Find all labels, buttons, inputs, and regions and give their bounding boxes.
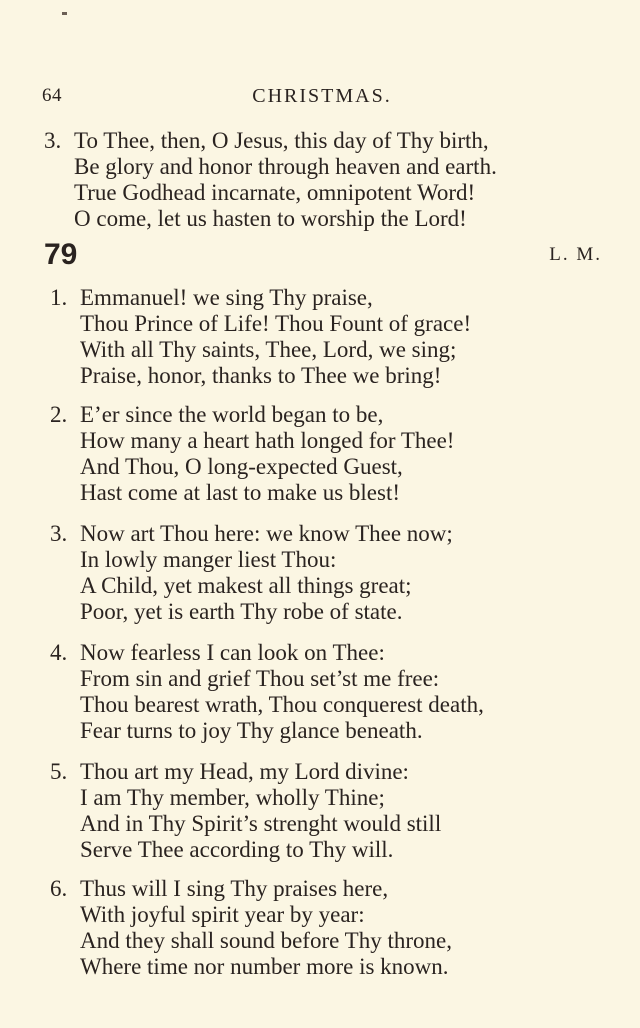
- hymn-meter: L. M.: [549, 244, 602, 265]
- stanza-number: 5.: [50, 759, 68, 784]
- hymn-number: 79: [44, 238, 78, 271]
- stanza-line: Poor, yet is earth Thy robe of state.: [80, 599, 403, 624]
- stanza-line: Thou Prince of Life! Thou Fount of grace!: [80, 311, 472, 336]
- stanza-line: How many a heart hath longed for Thee!: [80, 428, 455, 453]
- stanza-line: And in Thy Spirit’s strenght would still: [80, 811, 442, 836]
- stanza-number: 3.: [50, 521, 68, 546]
- stanza-line: I am Thy member, wholly Thine;: [80, 785, 385, 810]
- stanza-line: O come, let us hasten to worship the Lord!: [74, 206, 467, 231]
- stanza-number: 3.: [44, 128, 62, 153]
- stanza-line: Fear turns to joy Thy glance beneath.: [80, 718, 423, 743]
- stanza-number: 6.: [50, 876, 68, 901]
- stanza-line: Thou bearest wrath, Thou conquerest death,: [80, 692, 484, 717]
- stanza-line: Thou art my Head, my Lord divine:: [80, 759, 409, 784]
- stanza-line: With joyful spirit year by year:: [80, 902, 365, 927]
- stanza-line: Where time nor number more is known.: [80, 954, 449, 979]
- stanza-line: With all Thy saints, Thee, Lord, we sing;: [80, 337, 457, 362]
- stanza-line: Be glory and honor through heaven and earth.: [74, 154, 497, 179]
- stanza-number: 4.: [50, 640, 68, 665]
- stanza-number: 2.: [50, 402, 68, 427]
- hymn-header: [44, 238, 602, 278]
- stanza-line: Serve Thee according to Thy will.: [80, 837, 394, 862]
- stanza-line: Emmanuel! we sing Thy praise,: [80, 285, 373, 310]
- stanza-line: And Thou, O long-expected Guest,: [80, 454, 403, 479]
- stanza-line: True Godhead incarnate, omnipotent Word!: [74, 180, 476, 205]
- stanza-line: Thus will I sing Thy praises here,: [80, 876, 389, 901]
- ink-mark: [62, 12, 67, 15]
- stanza-line: To Thee, then, O Jesus, this day of Thy birth,: [74, 128, 489, 153]
- running-head: CHRISTMAS.: [252, 85, 392, 107]
- stanza-line: E’er since the world began to be,: [80, 402, 384, 427]
- stanza-line: In lowly manger liest Thou:: [80, 547, 337, 572]
- stanza-line: Hast come at last to make us blest!: [80, 480, 401, 505]
- page-header: [42, 85, 602, 115]
- stanza-line: From sin and grief Thou set’st me free:: [80, 666, 440, 691]
- stanza-line: A Child, yet makest all things great;: [80, 573, 412, 598]
- stanza-line: Praise, honor, thanks to Thee we bring!: [80, 363, 442, 388]
- stanza-number: 1.: [50, 285, 68, 310]
- stanza-line: And they shall sound before Thy throne,: [80, 928, 452, 953]
- stanza-line: Now fearless I can look on Thee:: [80, 640, 385, 665]
- page-number: 64: [42, 85, 62, 106]
- stanza-line: Now art Thou here: we know Thee now;: [80, 521, 453, 546]
